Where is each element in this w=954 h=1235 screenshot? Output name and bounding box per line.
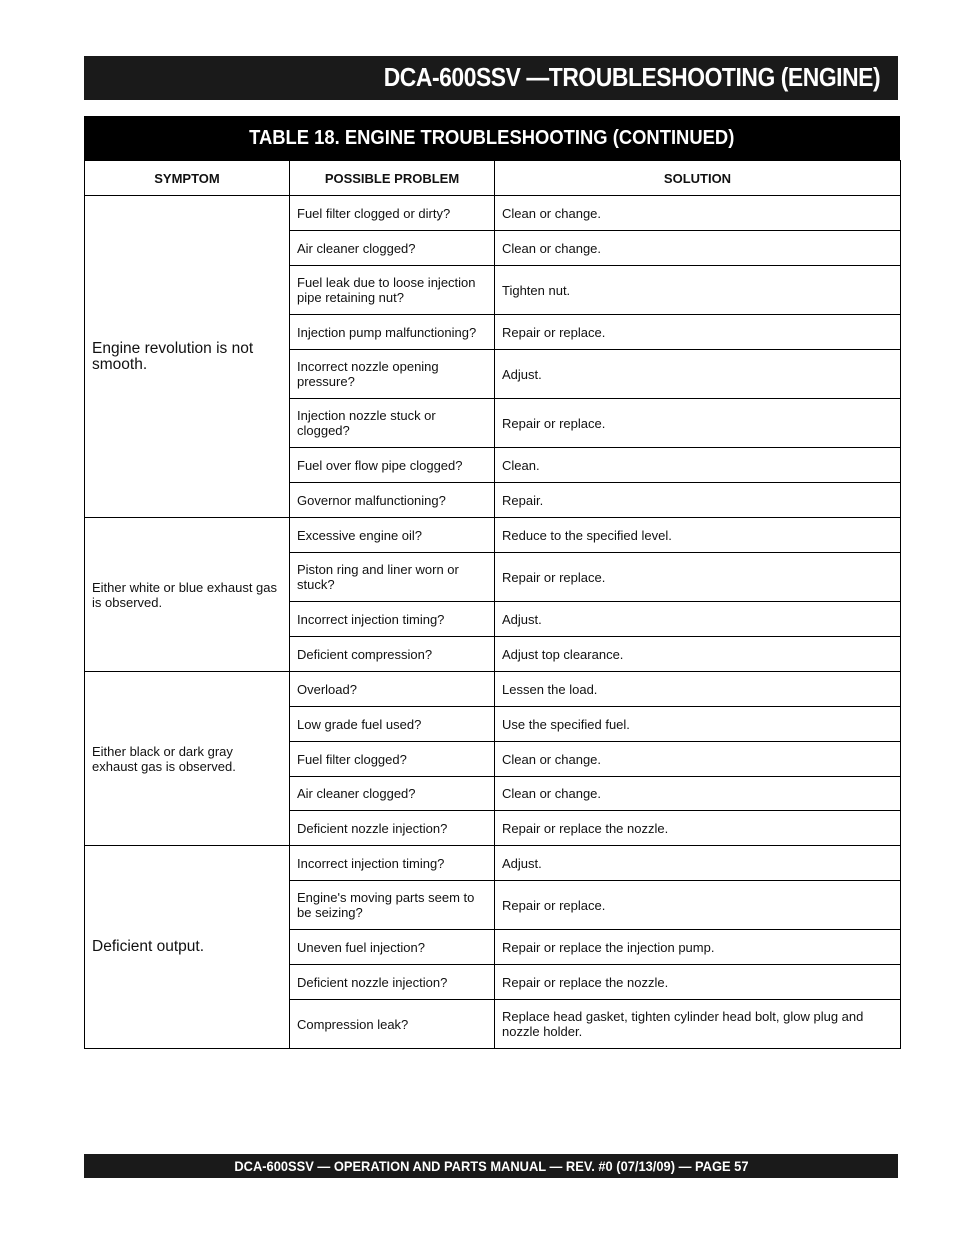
problem-cell: Air cleaner clogged? [290, 231, 495, 266]
solution-cell: Repair or replace. [495, 399, 901, 448]
problem-cell: Governor malfunctioning? [290, 483, 495, 518]
problem-cell: Incorrect nozzle opening pressure? [290, 350, 495, 399]
problem-cell: Excessive engine oil? [290, 518, 495, 553]
symptom-cell: Deficient output. [85, 846, 290, 1049]
problem-cell: Injection pump malfunctioning? [290, 315, 495, 350]
solution-cell: Tighten nut. [495, 266, 901, 315]
page-header [84, 56, 898, 100]
problem-cell: Deficient nozzle injection? [290, 965, 495, 1000]
solution-cell: Adjust. [495, 602, 901, 637]
table-row [85, 846, 901, 881]
solution-cell: Reduce to the specified level. [495, 518, 901, 553]
table-row [85, 518, 901, 553]
solution-cell: Adjust. [495, 846, 901, 881]
solution-cell: Repair or replace. [495, 553, 901, 602]
symptom-cell: Either black or dark gray exhaust gas is observed. [85, 672, 290, 846]
solution-cell: Use the specified fuel. [495, 707, 901, 742]
problem-cell: Incorrect injection timing? [290, 846, 495, 881]
problem-cell: Fuel over flow pipe clogged? [290, 448, 495, 483]
table-body [85, 196, 901, 1049]
solution-cell: Adjust top clearance. [495, 637, 901, 672]
solution-cell: Clean or change. [495, 777, 901, 811]
troubleshooting-table [84, 116, 900, 1049]
solution-cell: Repair. [495, 483, 901, 518]
solution-cell: Lessen the load. [495, 672, 901, 707]
symptom-cell: Engine revolution is not smooth. [85, 196, 290, 518]
problem-cell: Fuel filter clogged? [290, 742, 495, 777]
column-header-symptom: SYMPTOM [85, 161, 290, 196]
problem-cell: Piston ring and liner worn or stuck? [290, 553, 495, 602]
page-title: DCA-600SSV —TROUBLESHOOTING (ENGINE) [383, 62, 880, 92]
solution-cell: Repair or replace the nozzle. [495, 965, 901, 1000]
problem-cell: Overload? [290, 672, 495, 707]
table-grid [84, 160, 901, 1049]
problem-cell: Fuel filter clogged or dirty? [290, 196, 495, 231]
solution-cell: Repair or replace. [495, 315, 901, 350]
solution-cell: Clean. [495, 448, 901, 483]
solution-cell: Clean or change. [495, 196, 901, 231]
solution-cell: Adjust. [495, 350, 901, 399]
problem-cell: Injection nozzle stuck or clogged? [290, 399, 495, 448]
solution-cell: Repair or replace. [495, 881, 901, 930]
problem-cell: Fuel leak due to loose injection pipe retaining nut? [290, 266, 495, 315]
solution-cell: Repair or replace the nozzle. [495, 811, 901, 846]
solution-cell: Replace head gasket, tighten cylinder head bolt, glow plug and nozzle holder. [495, 1000, 901, 1049]
page-footer: DCA-600SSV — OPERATION AND PARTS MANUAL — REV. #0 (07/13/09) — PAGE 57 [84, 1154, 898, 1178]
solution-cell: Clean or change. [495, 742, 901, 777]
problem-cell: Deficient compression? [290, 637, 495, 672]
table-row [85, 672, 901, 707]
table-header-row [85, 161, 901, 196]
column-header-solution: SOLUTION [495, 161, 901, 196]
solution-cell: Repair or replace the injection pump. [495, 930, 901, 965]
solution-cell: Clean or change. [495, 231, 901, 266]
problem-cell: Deficient nozzle injection? [290, 811, 495, 846]
symptom-cell: Either white or blue exhaust gas is observed. [85, 518, 290, 672]
table-title: TABLE 18. ENGINE TROUBLESHOOTING (CONTINUED) [84, 116, 900, 160]
column-header-problem: POSSIBLE PROBLEM [290, 161, 495, 196]
problem-cell: Uneven fuel injection? [290, 930, 495, 965]
problem-cell: Low grade fuel used? [290, 707, 495, 742]
problem-cell: Compression leak? [290, 1000, 495, 1049]
table-row [85, 196, 901, 231]
problem-cell: Engine's moving parts seem to be seizing? [290, 881, 495, 930]
problem-cell: Incorrect injection timing? [290, 602, 495, 637]
problem-cell: Air cleaner clogged? [290, 777, 495, 811]
